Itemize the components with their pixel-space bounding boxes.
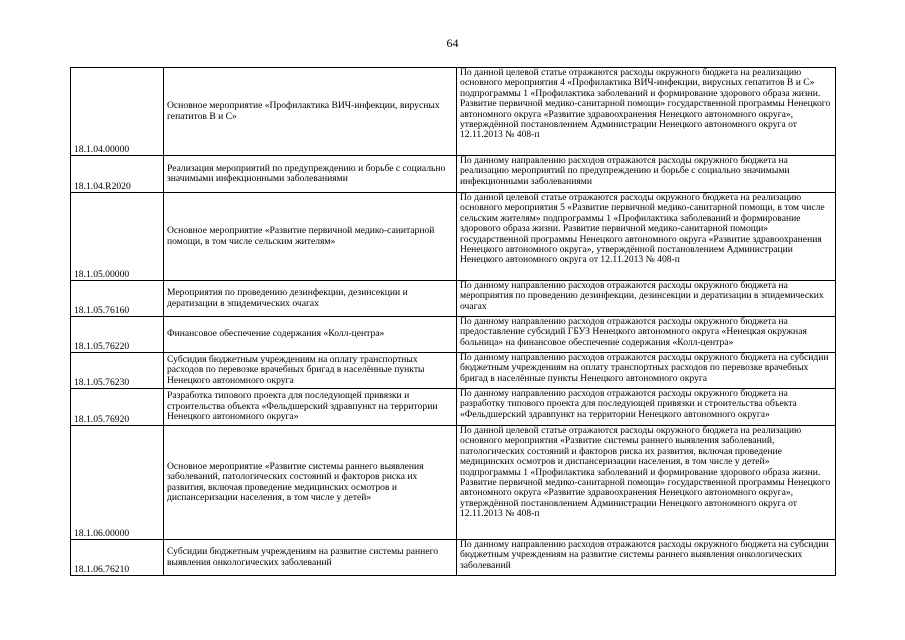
row-description: По данному направлению расходов отражаются расходы окружного бюджета на субсидии бюджетным учреждениям на оплату транспортных расходов по перевозке врачебных бригад в населённые пункты Ненецкого автономного округа [457,353,836,389]
budget-classification-table [70,67,836,576]
row-code: 18.1.05.76160 [71,281,164,317]
row-description: По данному направлению расходов отражаются расходы окружного бюджета на предоставление субсидий ГБУЗ Ненецкого автономного округа «Ненецкая окружная больница» на финансовое обеспечение содержания «Колл-центра» [457,317,836,353]
row-name: Основное мероприятие «Развитие первичной медико-санитарной помощи, в том числе сельским жителям» [164,193,457,281]
row-code: 18.1.05.00000 [71,193,164,281]
row-description: По данному направлению расходов отражаются расходы окружного бюджета на разработку типового проекта для последующей привязки и строительства объекта «Фельдшерский здравпункт на территории Ненецкого автономного округа» [457,389,836,426]
row-code: 18.1.04.00000 [71,68,164,156]
row-code: 18.1.04.R2020 [71,156,164,193]
row-code: 18.1.06.00000 [71,426,164,540]
table-row [71,281,836,317]
row-name: Основное мероприятие «Развитие системы раннего выявления заболеваний, патологических состояний и факторов риска их развития, включая проведение медицинских осмотров и диспансеризации населения, в том числе у детей» [164,426,457,540]
table-row [71,193,836,281]
row-code: 18.1.06.76210 [71,540,164,576]
row-name: Основное мероприятие «Профилактика ВИЧ-инфекции, вирусных гепатитов В и С» [164,68,457,156]
row-name: Разработка типового проекта для последующей привязки и строительства объекта «Фельдшерский здравпункт на территории Ненецкого автономного округа» [164,389,457,426]
table-row [71,540,836,576]
row-name: Финансовое обеспечение содержания «Колл-центра» [164,317,457,353]
row-description: По данной целевой статье отражаются расходы окружного бюджета на реализацию основного мероприятия 4 «Профилактика ВИЧ-инфекции, вирусных гепатитов В и С» подпрограммы 1 «Профилактика заболеваний и формирование здорового образа жизни. Развитие первичной медико-санитарной помощи» государственной программы Ненецкого автономного округа «Развитие здравоохранения Ненецкого автономного округа», утверждённой постановлением Администрации Ненецкого автономного округа от 12.11.2013 № 408-п [457,68,836,156]
table-row [71,317,836,353]
row-description: По данной целевой статье отражаются расходы окружного бюджета на реализацию основного мероприятия «Развитие системы раннего выявления заболеваний, патологических состояний и факторов риска их развития, включая проведение медицинских осмотров и диспансеризации населения, в том числе у детей» подпрограммы 1 «Профилактика заболеваний и формирование здорового образа жизни. Развитие первичной медико-санитарной помощи» государственной программы Ненецкого автономного округа «Развитие здравоохранения Ненецкого автономного округа», утверждённой постановлением Администрации Ненецкого автономного округа от 12.11.2013 № 408-п [457,426,836,540]
row-name: Мероприятия по проведению дезинфекции, дезинсекции и дератизации в эпидемических очагах [164,281,457,317]
table-row [71,68,836,156]
table-row [71,389,836,426]
row-name: Субсидия бюджетным учреждениям на оплату транспортных расходов по перевозке врачебных бригад в населённые пункты Ненецкого автономного округа [164,353,457,389]
row-code: 18.1.05.76920 [71,389,164,426]
row-code: 18.1.05.76230 [71,353,164,389]
table-row [71,426,836,540]
row-description: По данному направлению расходов отражаются расходы окружного бюджета на мероприятия по проведению дезинфекции, дезинсекции и дератизации в эпидемических очагах [457,281,836,317]
row-description: По данной целевой статье отражаются расходы окружного бюджета на реализацию основного мероприятия 5 «Развитие первичной медико-санитарной помощи, в том числе сельским жителям» подпрограммы 1 «Профилактика заболеваний и формирование здорового образа жизни. Развитие первичной медико-санитарной помощи» государственной программы Ненецкого автономного округа «Развитие здравоохранения Ненецкого автономного округа», утверждённой постановлением Администрации Ненецкого автономного округа от 12.11.2013 № 408-п [457,193,836,281]
row-name: Субсидии бюджетным учреждениям на развитие системы раннего выявления онкологических заболеваний [164,540,457,576]
table-row [71,353,836,389]
row-code: 18.1.05.76220 [71,317,164,353]
row-description: По данному направлению расходов отражаются расходы окружного бюджета на субсидии бюджетным учреждениям на развитие системы раннего выявления онкологических заболеваний [457,540,836,576]
table-row [71,156,836,193]
row-name: Реализация мероприятий по предупреждению и борьбе с социально значимыми инфекционными заболеваниями [164,156,457,193]
row-description: По данному направлению расходов отражаются расходы окружного бюджета на реализацию мероприятий по предупреждению и борьбе с социально значимыми инфекционными заболеваниями [457,156,836,193]
page-number: 64 [446,36,459,50]
